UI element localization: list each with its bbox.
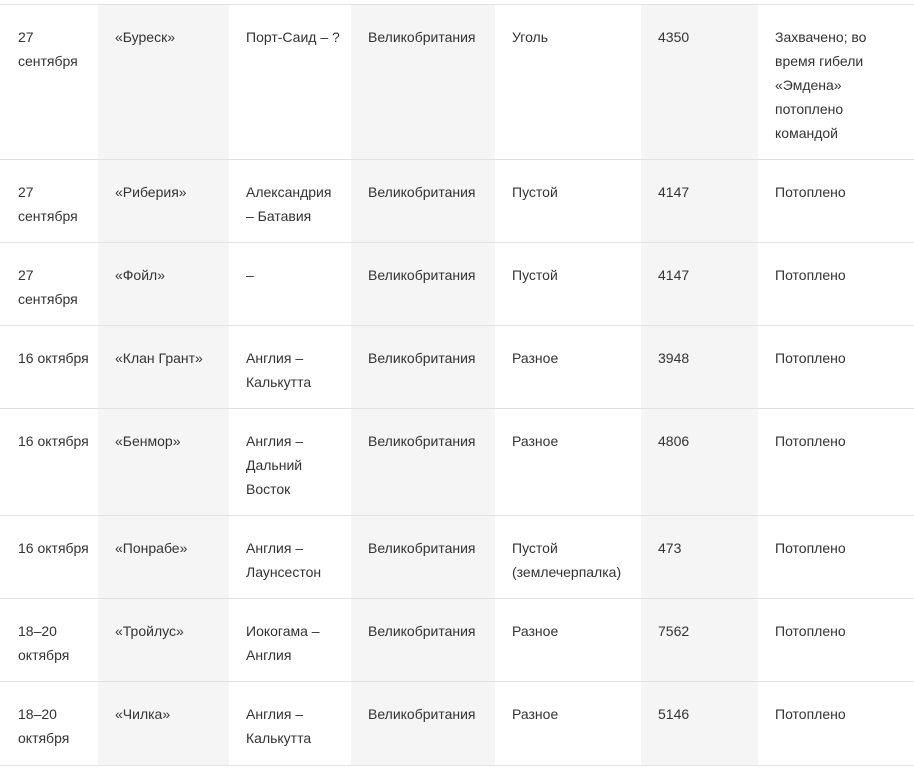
route-cell: Иокогама – Англия	[229, 599, 351, 682]
date-cell: 18–20 октября	[0, 682, 98, 766]
cargo-cell: Пустой	[495, 243, 641, 326]
fate-cell: Потоплено	[758, 243, 914, 326]
date-cell: 18–20 октября	[0, 599, 98, 682]
table-row	[0, 599, 914, 682]
table-row	[0, 516, 914, 599]
date-cell: 27 сентября	[0, 243, 98, 326]
flag-cell: Великобритания	[351, 682, 495, 766]
flag-cell: Великобритания	[351, 516, 495, 599]
date-cell: 27 сентября	[0, 160, 98, 243]
ship-cell: «Чилка»	[98, 682, 229, 766]
table-row	[0, 409, 914, 516]
table-row	[0, 5, 914, 160]
date-cell: 16 октября	[0, 516, 98, 599]
fate-cell: Потоплено	[758, 599, 914, 682]
flag-cell: Великобритания	[351, 5, 495, 160]
fate-cell: Захвачено; во время гибели «Эмдена» потоплено командой	[758, 5, 914, 160]
flag-cell: Великобритания	[351, 326, 495, 409]
tonnage-cell: 4147	[641, 160, 758, 243]
ship-cell: «Буреск»	[98, 5, 229, 160]
cargo-cell: Разное	[495, 409, 641, 516]
ship-cell: «Тройлус»	[98, 599, 229, 682]
cargo-cell: Разное	[495, 599, 641, 682]
tonnage-cell: 4147	[641, 243, 758, 326]
ship-cell: «Фойл»	[98, 243, 229, 326]
table-row	[0, 326, 914, 409]
fate-cell: Потоплено	[758, 160, 914, 243]
route-cell: Англия – Дальний Восток	[229, 409, 351, 516]
table-row	[0, 160, 914, 243]
tonnage-cell: 3948	[641, 326, 758, 409]
flag-cell: Великобритания	[351, 599, 495, 682]
ship-cell: «Риберия»	[98, 160, 229, 243]
ship-cell: «Клан Грант»	[98, 326, 229, 409]
date-cell: 16 октября	[0, 326, 98, 409]
tonnage-cell: 4350	[641, 5, 758, 160]
route-cell: Англия – Калькутта	[229, 326, 351, 409]
date-cell: 27 сентября	[0, 5, 98, 160]
sunk-ships-table	[0, 4, 914, 766]
cargo-cell: Пустой	[495, 160, 641, 243]
cargo-cell: Пустой (землечерпалка)	[495, 516, 641, 599]
fate-cell: Потоплено	[758, 682, 914, 766]
table-row	[0, 682, 914, 766]
route-cell: Александрия – Батавия	[229, 160, 351, 243]
cargo-cell: Уголь	[495, 5, 641, 160]
route-cell: Англия – Калькутта	[229, 682, 351, 766]
cargo-cell: Разное	[495, 326, 641, 409]
tonnage-cell: 5146	[641, 682, 758, 766]
cargo-cell: Разное	[495, 682, 641, 766]
route-cell: –	[229, 243, 351, 326]
tonnage-cell: 7562	[641, 599, 758, 682]
flag-cell: Великобритания	[351, 243, 495, 326]
table-row	[0, 243, 914, 326]
flag-cell: Великобритания	[351, 160, 495, 243]
flag-cell: Великобритания	[351, 409, 495, 516]
tonnage-cell: 473	[641, 516, 758, 599]
ship-cell: «Бенмор»	[98, 409, 229, 516]
date-cell: 16 октября	[0, 409, 98, 516]
tonnage-cell: 4806	[641, 409, 758, 516]
route-cell: Англия – Лаунсестон	[229, 516, 351, 599]
ship-cell: «Понрабе»	[98, 516, 229, 599]
fate-cell: Потоплено	[758, 326, 914, 409]
route-cell: Порт-Саид – ?	[229, 5, 351, 160]
fate-cell: Потоплено	[758, 516, 914, 599]
fate-cell: Потоплено	[758, 409, 914, 516]
